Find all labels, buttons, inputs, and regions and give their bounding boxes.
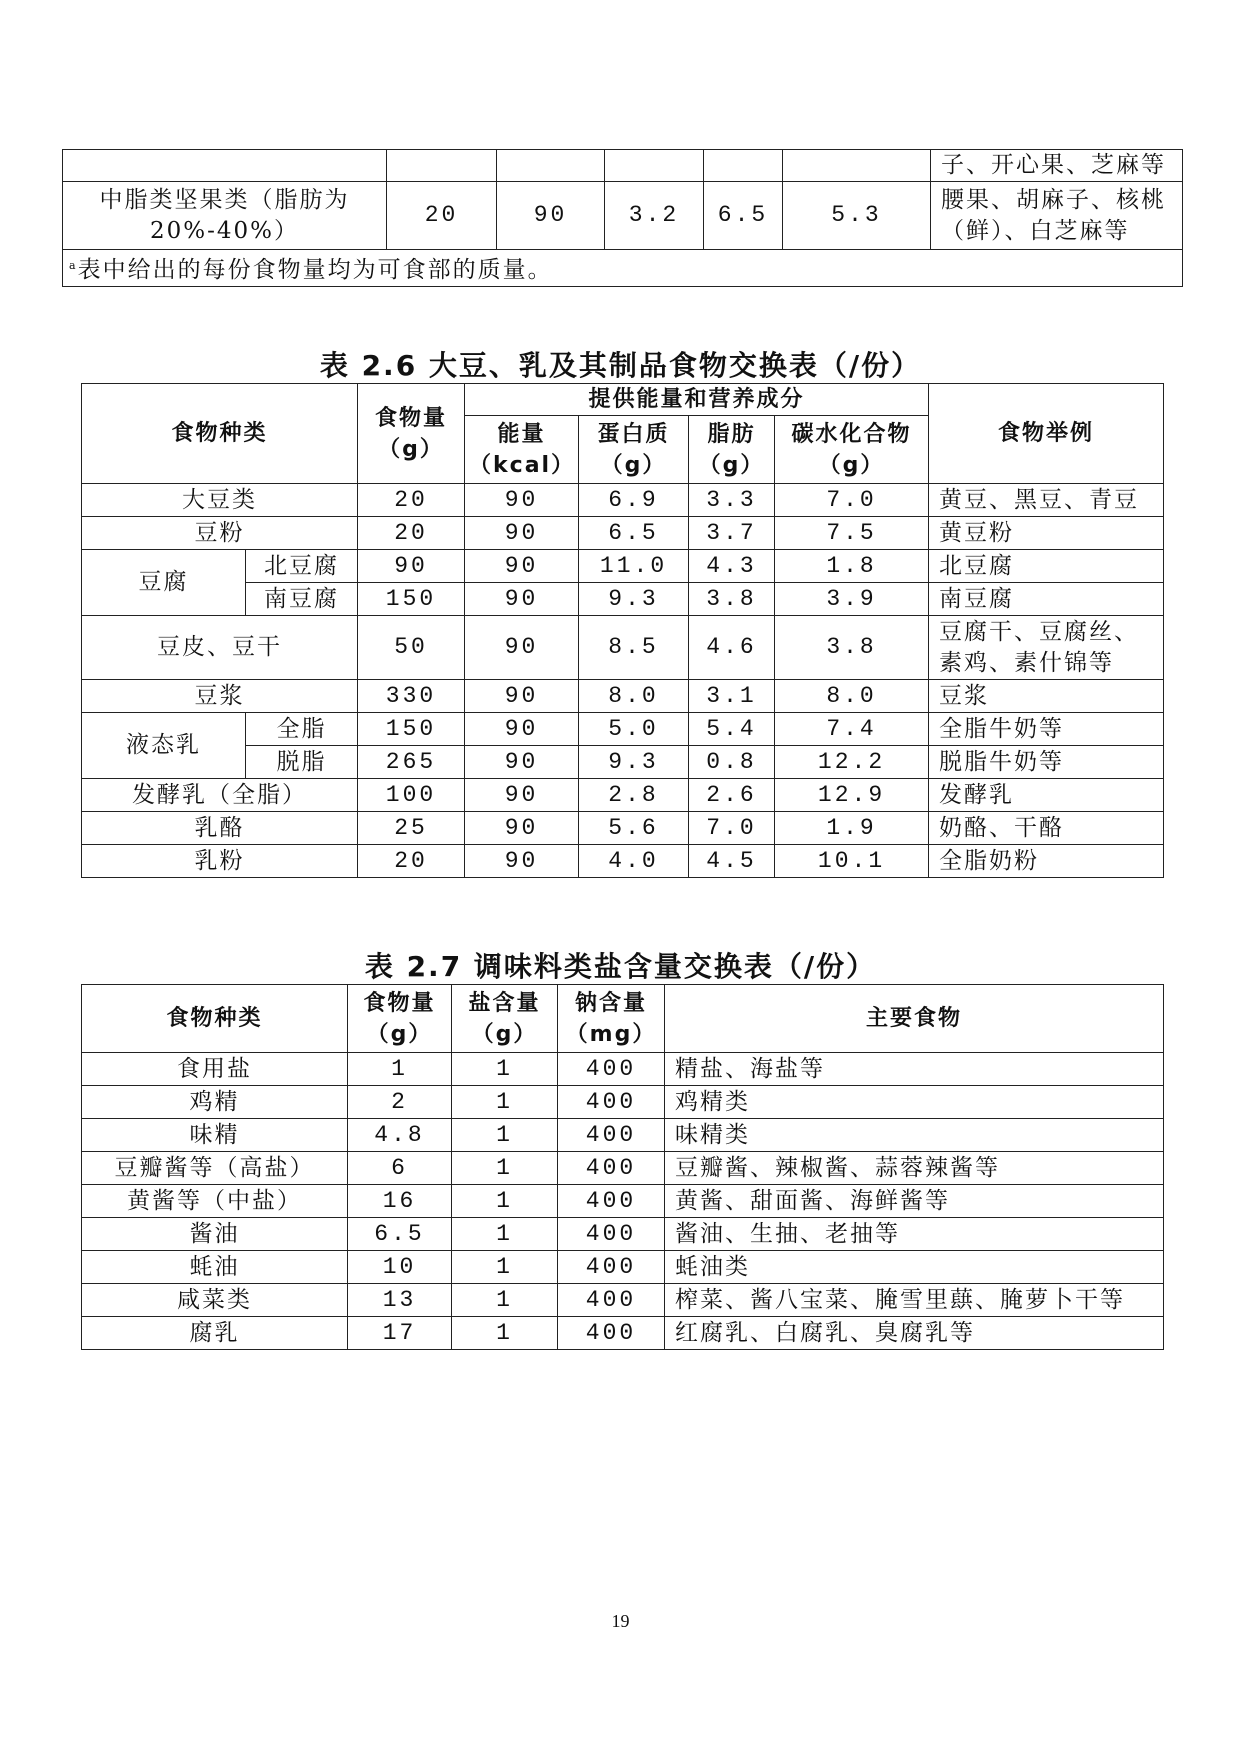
food-g-cell: 20 — [387, 182, 497, 250]
food-g-cell: 16 — [348, 1185, 452, 1218]
category-cell: 豆皮、豆干 — [82, 616, 358, 680]
table-row — [82, 845, 1164, 878]
protein-cell: 4.0 — [579, 845, 689, 878]
example-cell: 黄豆、黑豆、青豆 — [929, 484, 1164, 517]
carb-cell: 7.0 — [775, 484, 929, 517]
subcategory-cell: 全脂 — [246, 713, 358, 746]
food-g-cell: 50 — [358, 616, 465, 680]
fat-cell: 5.4 — [689, 713, 775, 746]
table-row — [82, 1086, 1164, 1119]
protein-cell: 5.6 — [579, 812, 689, 845]
subcategory-cell: 南豆腐 — [246, 583, 358, 616]
food-g-cell: 17 — [348, 1317, 452, 1350]
energy-cell: 90 — [465, 484, 579, 517]
category-cell: 蚝油 — [82, 1251, 348, 1284]
fat-cell: 4.6 — [689, 616, 775, 680]
salt-g-cell: 1 — [452, 1119, 558, 1152]
food-g-cell: 6.5 — [348, 1218, 452, 1251]
food-g-cell: 20 — [358, 517, 465, 550]
food-g-cell: 100 — [358, 779, 465, 812]
main-food-cell: 鸡精类 — [665, 1086, 1164, 1119]
carb-cell: 5.3 — [783, 182, 931, 250]
category-cell: 乳粉 — [82, 845, 358, 878]
category-cell: 腐乳 — [82, 1317, 348, 1350]
food-g-cell: 265 — [358, 746, 465, 779]
page-number: 19 — [611, 1611, 630, 1631]
protein-cell: 6.5 — [579, 517, 689, 550]
category-cell: 味精 — [82, 1119, 348, 1152]
table-2-7-title: 表 2.7 调味料类盐含量交换表（/份） — [364, 950, 877, 983]
category-cell: 豆瓣酱等（高盐） — [82, 1152, 348, 1185]
table-row — [82, 484, 1164, 517]
category-cell: 中脂类坚果类（脂肪为20%-40%） — [63, 182, 387, 250]
main-food-cell: 榨菜、酱八宝菜、腌雪里蕻、腌萝卜干等 — [665, 1284, 1164, 1317]
main-food-cell: 精盐、海盐等 — [665, 1053, 1164, 1086]
table-row — [82, 550, 1164, 583]
protein-cell: 8.0 — [579, 680, 689, 713]
example-cell: 南豆腐 — [929, 583, 1164, 616]
table-row — [63, 150, 1183, 182]
main-food-cell: 味精类 — [665, 1119, 1164, 1152]
food-g-cell: 150 — [358, 583, 465, 616]
sodium-mg-cell: 400 — [558, 1152, 665, 1185]
sodium-mg-cell: 400 — [558, 1086, 665, 1119]
food-g-cell: 1 — [348, 1053, 452, 1086]
salt-g-cell: 1 — [452, 1152, 558, 1185]
header-nutrition-group: 提供能量和营养成分 — [465, 384, 929, 416]
energy-cell: 90 — [465, 746, 579, 779]
subcategory-cell: 脱脂 — [246, 746, 358, 779]
energy-cell: 90 — [465, 845, 579, 878]
sodium-mg-cell: 400 — [558, 1251, 665, 1284]
energy-cell: 90 — [465, 680, 579, 713]
header-energy: 能量（kcal） — [465, 416, 579, 484]
header-category: 食物种类 — [82, 384, 358, 484]
salt-g-cell: 1 — [452, 1251, 558, 1284]
header-row — [82, 384, 1164, 416]
category-cell: 液态乳 — [82, 713, 246, 779]
category-cell: 鸡精 — [82, 1086, 348, 1119]
fat-cell: 6.5 — [704, 182, 783, 250]
carb-cell: 3.9 — [775, 583, 929, 616]
salt-g-cell: 1 — [452, 1185, 558, 1218]
header-salt-g: 盐含量（g） — [452, 985, 558, 1053]
prev-table — [62, 149, 1183, 287]
example-cell: 子、开心果、芝麻等 — [931, 150, 1183, 182]
carb-cell: 1.8 — [775, 550, 929, 583]
category-cell: 咸菜类 — [82, 1284, 348, 1317]
food-g-cell: 10 — [348, 1251, 452, 1284]
fat-cell: 7.0 — [689, 812, 775, 845]
fat-cell: 3.1 — [689, 680, 775, 713]
main-food-cell: 蚝油类 — [665, 1251, 1164, 1284]
protein-cell: 11.0 — [579, 550, 689, 583]
carb-cell: 12.9 — [775, 779, 929, 812]
table-row — [82, 680, 1164, 713]
category-cell: 豆浆 — [82, 680, 358, 713]
energy-cell: 90 — [465, 616, 579, 680]
table-row — [63, 182, 1183, 250]
protein-cell: 9.3 — [579, 746, 689, 779]
example-cell: 豆腐干、豆腐丝、素鸡、素什锦等 — [929, 616, 1164, 680]
main-food-cell: 黄酱、甜面酱、海鲜酱等 — [665, 1185, 1164, 1218]
header-food-g: 食物量（g） — [348, 985, 452, 1053]
food-g-cell: 4.8 — [348, 1119, 452, 1152]
category-cell: 酱油 — [82, 1218, 348, 1251]
table-row — [82, 1317, 1164, 1350]
protein-cell: 5.0 — [579, 713, 689, 746]
table-row — [82, 1284, 1164, 1317]
carb-cell: 7.5 — [775, 517, 929, 550]
food-g-cell: 90 — [358, 550, 465, 583]
fat-cell: 3.7 — [689, 517, 775, 550]
example-cell: 腰果、胡麻子、核桃（鲜）、白芝麻等 — [931, 182, 1183, 250]
fat-cell: 4.3 — [689, 550, 775, 583]
header-main-food: 主要食物 — [665, 985, 1164, 1053]
food-g-cell: 150 — [358, 713, 465, 746]
header-sodium-mg: 钠含量（mg） — [558, 985, 665, 1053]
food-g-cell: 20 — [358, 484, 465, 517]
sodium-mg-cell: 400 — [558, 1218, 665, 1251]
example-cell: 全脂牛奶等 — [929, 713, 1164, 746]
table-row — [82, 1119, 1164, 1152]
protein-cell: 6.9 — [579, 484, 689, 517]
category-cell: 豆腐 — [82, 550, 246, 616]
table-row — [82, 779, 1164, 812]
protein-cell: 8.5 — [579, 616, 689, 680]
footnote — [63, 250, 1183, 287]
salt-g-cell: 1 — [452, 1317, 558, 1350]
carb-cell: 3.8 — [775, 616, 929, 680]
food-g-cell: 2 — [348, 1086, 452, 1119]
food-g-cell: 25 — [358, 812, 465, 845]
header-fat: 脂肪（g） — [689, 416, 775, 484]
fat-cell: 0.8 — [689, 746, 775, 779]
subcategory-cell: 北豆腐 — [246, 550, 358, 583]
main-food-cell: 酱油、生抽、老抽等 — [665, 1218, 1164, 1251]
energy-cell: 90 — [465, 550, 579, 583]
carb-cell: 8.0 — [775, 680, 929, 713]
protein-cell: 3.2 — [605, 182, 704, 250]
table-row — [82, 713, 1164, 746]
category-cell: 食用盐 — [82, 1053, 348, 1086]
table-row — [82, 1218, 1164, 1251]
sodium-mg-cell: 400 — [558, 1185, 665, 1218]
table-2-6 — [81, 383, 1164, 878]
fat-cell: 2.6 — [689, 779, 775, 812]
fat-cell: 3.8 — [689, 583, 775, 616]
fat-cell: 3.3 — [689, 484, 775, 517]
food-g-cell: 330 — [358, 680, 465, 713]
table-row — [82, 1251, 1164, 1284]
header-carb: 碳水化合物（g） — [775, 416, 929, 484]
header-protein: 蛋白质（g） — [579, 416, 689, 484]
salt-g-cell: 1 — [452, 1218, 558, 1251]
salt-g-cell: 1 — [452, 1053, 558, 1086]
sodium-mg-cell: 400 — [558, 1053, 665, 1086]
fat-cell: 4.5 — [689, 845, 775, 878]
table-2-7 — [81, 984, 1164, 1350]
category-cell: 豆粉 — [82, 517, 358, 550]
example-cell: 豆浆 — [929, 680, 1164, 713]
example-cell: 北豆腐 — [929, 550, 1164, 583]
food-g-cell: 20 — [358, 845, 465, 878]
salt-g-cell: 1 — [452, 1086, 558, 1119]
header-example: 食物举例 — [929, 384, 1164, 484]
table-row — [82, 1185, 1164, 1218]
main-food-cell: 豆瓣酱、辣椒酱、蒜蓉辣酱等 — [665, 1152, 1164, 1185]
main-food-cell: 红腐乳、白腐乳、臭腐乳等 — [665, 1317, 1164, 1350]
protein-cell: 2.8 — [579, 779, 689, 812]
example-cell: 奶酪、干酪 — [929, 812, 1164, 845]
table-row — [82, 517, 1164, 550]
category-cell: 发酵乳（全脂） — [82, 779, 358, 812]
table-row — [63, 250, 1183, 287]
category-cell: 乳酪 — [82, 812, 358, 845]
salt-g-cell: 1 — [452, 1284, 558, 1317]
food-g-cell: 6 — [348, 1152, 452, 1185]
example-cell: 脱脂牛奶等 — [929, 746, 1164, 779]
category-cell: 黄酱等（中盐） — [82, 1185, 348, 1218]
food-g-cell: 13 — [348, 1284, 452, 1317]
sodium-mg-cell: 400 — [558, 1284, 665, 1317]
energy-cell: 90 — [465, 812, 579, 845]
energy-cell: 90 — [465, 583, 579, 616]
example-cell: 全脂奶粉 — [929, 845, 1164, 878]
header-category: 食物种类 — [82, 985, 348, 1053]
table-row — [82, 616, 1164, 680]
header-row — [82, 985, 1164, 1053]
carb-cell: 12.2 — [775, 746, 929, 779]
protein-cell: 9.3 — [579, 583, 689, 616]
energy-cell: 90 — [497, 182, 605, 250]
footnote-mark: a — [69, 259, 78, 272]
energy-cell: 90 — [465, 779, 579, 812]
header-food-g: 食物量（g） — [358, 384, 465, 484]
table-row — [82, 1152, 1164, 1185]
example-cell: 发酵乳 — [929, 779, 1164, 812]
energy-cell: 90 — [465, 517, 579, 550]
table-row — [82, 812, 1164, 845]
carb-cell: 7.4 — [775, 713, 929, 746]
carb-cell: 10.1 — [775, 845, 929, 878]
footnote-text: 表中给出的每份食物量均为可食部的质量。 — [77, 257, 553, 283]
table-row — [82, 1053, 1164, 1086]
example-cell: 黄豆粉 — [929, 517, 1164, 550]
carb-cell: 1.9 — [775, 812, 929, 845]
category-cell: 大豆类 — [82, 484, 358, 517]
sodium-mg-cell: 400 — [558, 1317, 665, 1350]
table-2-6-title: 表 2.6 大豆、乳及其制品食物交换表（/份） — [319, 349, 922, 382]
sodium-mg-cell: 400 — [558, 1119, 665, 1152]
energy-cell: 90 — [465, 713, 579, 746]
